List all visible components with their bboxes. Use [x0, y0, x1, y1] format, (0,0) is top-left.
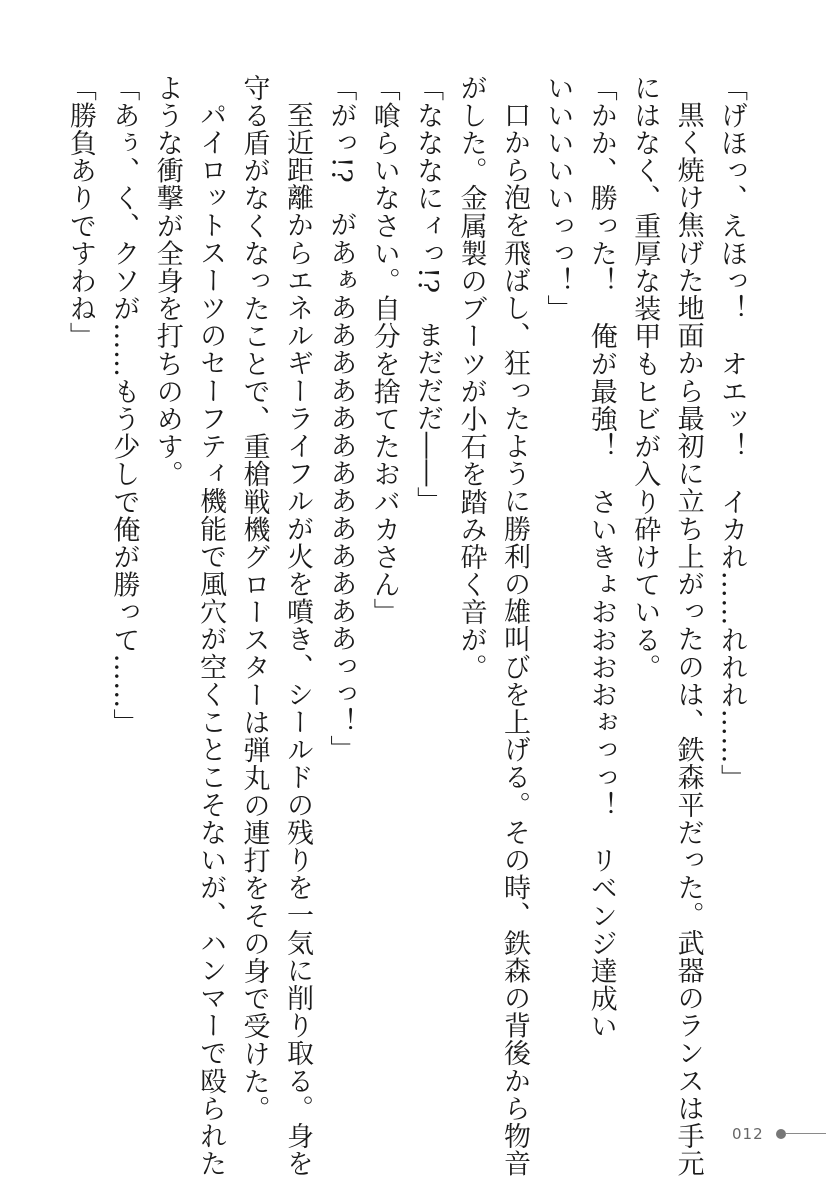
narration-line: 守る盾がなくなったことで、重槍戦機グロースターは弾丸の連打をその身で受けた。	[238, 74, 270, 1123]
narration-line: 黒く焼け焦げた地面から最初に立ち上がったのは、鉄森平だった。武器のランスは手元	[672, 101, 704, 1177]
narration-line: がした。金属製のブーツが小石を踏み砕く音が。	[455, 74, 487, 682]
dialogue-line: 「がっ!? があぁあああああああああああああっっ！」	[325, 74, 357, 763]
narration-line: 至近距離からエネルギーライフルが火を噴き、シールドの残りを一気に削り取る。身を	[281, 101, 313, 1177]
dialogue-line: 「あぅ、く、クソが……もう少しで俺が勝って……」	[108, 74, 140, 737]
narration-line: 口から泡を飛ばし、狂ったように勝利の雄叫びを上げる。その時、鉄森の背後から物音	[498, 101, 530, 1177]
footer-rule-ornament	[786, 1133, 826, 1134]
dialogue-line: 「勝負ありですわね」	[64, 74, 96, 350]
page-number: 012	[732, 1125, 764, 1143]
dialogue-line: 「げほっ、えほっ！ オエッ！ イカれ……れれれ……」	[716, 74, 747, 792]
dialogue-line: 「かか、勝った！ 俺が最強！ さいきょおおおおぉっっ！ リベンジ達成い	[585, 74, 617, 1040]
dialogue-line: 「なななにィっ!? まだだだ――」	[412, 74, 444, 515]
narration-line: パイロットスーツのセーフティ機能で風穴が空くことこそないが、ハンマーで殴られた	[195, 101, 227, 1177]
dialogue-line: いいいいいっっ！」	[542, 74, 574, 323]
narration-line: にはなく、重厚な装甲もヒビが入り砕けている。	[629, 74, 661, 682]
dialogue-line: 「喰らいなさい。自分を捨てたおバカさん」	[368, 74, 400, 626]
narration-line: ような衝撃が全身を打ちのめす。	[151, 74, 183, 488]
page-footer	[732, 1124, 827, 1144]
footer-dot-ornament	[776, 1129, 786, 1139]
